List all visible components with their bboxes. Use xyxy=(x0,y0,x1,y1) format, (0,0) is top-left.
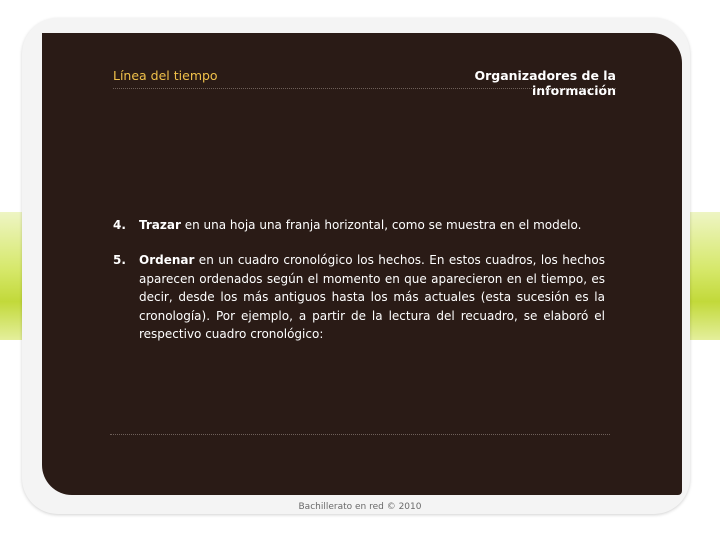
list-item-keyword: Ordenar xyxy=(139,253,195,267)
list-item xyxy=(113,251,605,344)
list-item-body xyxy=(139,251,605,344)
list-item-body xyxy=(139,216,605,235)
list-item-number: 4. xyxy=(113,218,126,232)
list-item xyxy=(113,216,605,235)
list-item-keyword: Trazar xyxy=(139,218,181,232)
list-item-text: en un cuadro cronológico los hechos. En estos cuadros, los hechos aparecen ordenados según el momento en que aparecieron en el tiempo, es decir, desde los más antiguos hasta los más actuales (esta sucesión es la cronología). Por ejemplo, a partir de la lectura del recuadro, se elaboró el respectivo cuadro cronológico: xyxy=(139,253,605,341)
footer-divider xyxy=(110,434,610,435)
list-item-text: en una hoja una franja horizontal, como se muestra en el modelo. xyxy=(180,218,582,232)
section-title: Línea del tiempo xyxy=(113,68,218,83)
topic-title: Organizadores de la información xyxy=(474,68,616,98)
copyright-footer: Bachillerato en red © 2010 xyxy=(298,502,422,512)
list-item-number: 5. xyxy=(113,253,126,267)
header-divider xyxy=(113,88,616,89)
